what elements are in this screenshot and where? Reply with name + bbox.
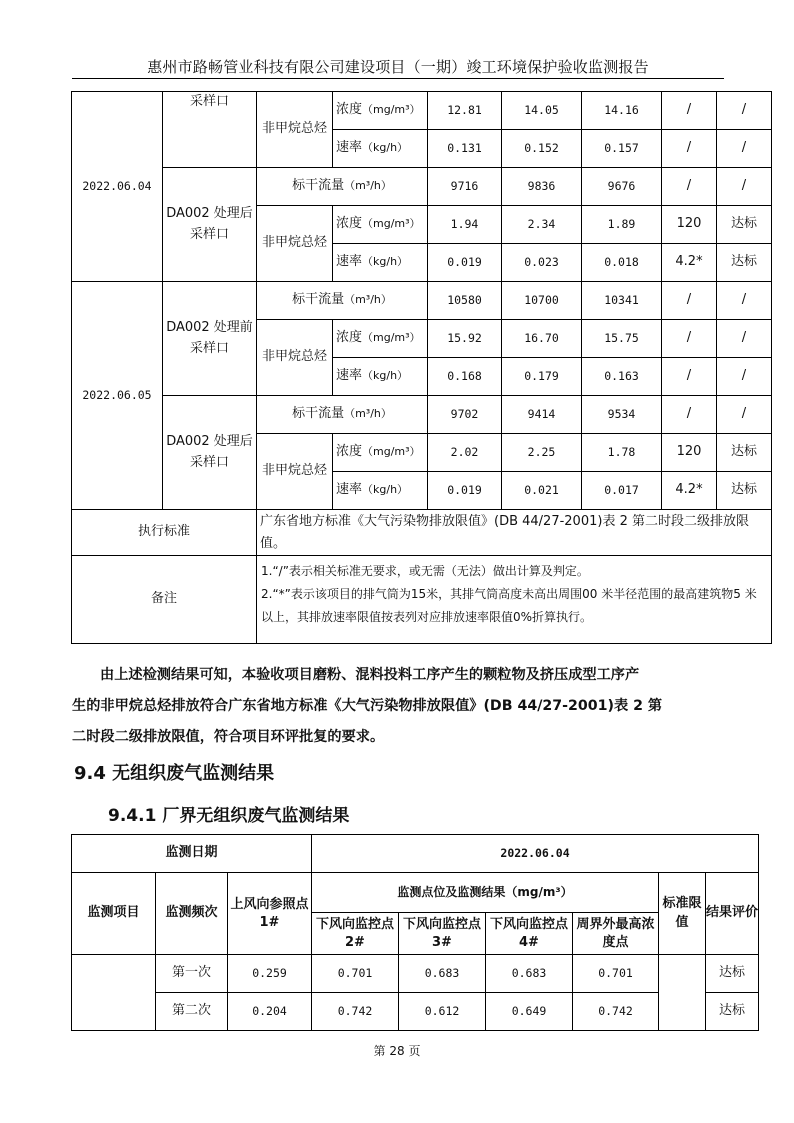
item-cell [72,955,156,1031]
freq-cell: 第二次 [156,993,228,1031]
col-eval: 结果评价 [706,873,759,955]
value-cell: 0.021 [502,472,582,510]
parameter-cell: 浓度（mg/m³） [333,434,428,472]
value-cell: 14.16 [582,92,662,130]
col-limit: 标准限值 [659,873,706,955]
table-row [72,556,772,644]
value-cell: 0.742 [312,993,399,1031]
value-cell: 1.89 [582,206,662,244]
date-cell: 2022.06.05 [72,282,163,510]
date-cell: 2022.06.04 [72,92,163,282]
limit-cell: 120 [662,206,717,244]
col-downwind-3: 下风向监控点 3# [399,913,486,955]
parameter-cell: 浓度（mg/m³） [333,206,428,244]
limit-cell: 120 [662,434,717,472]
limit-cell: / [662,320,717,358]
page-number: 第 28 页 [373,1044,421,1058]
value-cell: 0.701 [312,955,399,993]
value-cell: 9836 [502,168,582,206]
limit-cell: / [662,282,717,320]
col-group: 监测点位及监测结果（mg/m³） [312,873,659,913]
value-cell: 0.259 [228,955,312,993]
conclusion-line-3: 二时段二级排放限值，符合项目环评批复的要求。 [72,729,385,745]
emission-results-table [71,91,772,644]
value-cell: 0.163 [582,358,662,396]
value-cell: 0.017 [582,472,662,510]
col-downwind-2: 下风向监控点 2# [312,913,399,955]
parameter-cell: 标干流量（m³/h） [257,396,428,434]
parameter-cell: 速率（kg/h） [333,358,428,396]
result-cell: / [717,168,772,206]
table-row [72,510,772,556]
conclusion-line-2: 生的非甲烷总烃排放符合广东省地方标准《大气污染物排放限值》(DB 44/27-2001)表 2 第 [72,698,663,714]
limit-cell: 4.2* [662,472,717,510]
value-cell: 0.023 [502,244,582,282]
limit-cell: / [662,130,717,168]
parameter-cell: 浓度（mg/m³） [333,320,428,358]
value-cell: 0.018 [582,244,662,282]
value-cell: 0.683 [486,955,573,993]
value-cell: 0.204 [228,993,312,1031]
value-cell: 2.02 [428,434,502,472]
table-row [72,955,759,993]
value-cell: 10580 [428,282,502,320]
result-cell: / [717,396,772,434]
value-cell: 0.019 [428,244,502,282]
value-cell: 10341 [582,282,662,320]
value-cell: 9414 [502,396,582,434]
value-cell: 0.131 [428,130,502,168]
pollutant-cell: 非甲烷总烃 [257,206,333,282]
limit-cell: / [662,396,717,434]
result-cell: 达标 [717,472,772,510]
remarks-label: 备注 [72,556,257,644]
value-cell: 0.019 [428,472,502,510]
col-frequency: 监测频次 [156,873,228,955]
sampling-point-cell: 采样口 [163,92,257,168]
date-value: 2022.06.04 [312,835,759,873]
value-cell: 0.742 [573,993,659,1031]
section-heading-9-4: 9.4 无组织废气监测结果 [74,763,275,784]
value-cell: 14.05 [502,92,582,130]
value-cell: 0.157 [582,130,662,168]
value-cell: 0.152 [502,130,582,168]
sampling-point-cell: DA002 处理前采样口 [163,282,257,396]
result-cell: 达标 [717,434,772,472]
result-cell: 达标 [717,206,772,244]
limit-cell [659,955,706,1031]
table-row [72,835,759,873]
conclusion-paragraph [72,660,728,753]
value-cell: 0.701 [573,955,659,993]
result-cell: / [717,282,772,320]
value-cell: 9676 [582,168,662,206]
value-cell: 12.81 [428,92,502,130]
col-max-point: 周界外最高浓度点 [573,913,659,955]
value-cell: 10700 [502,282,582,320]
col-downwind-4: 下风向监控点 4# [486,913,573,955]
result-cell: / [717,320,772,358]
conclusion-line-1: 由上述检测结果可知，本验收项目磨粉、混料投料工序产生的颗粒物及挤压成型工序产 [100,667,640,683]
limit-cell: / [662,358,717,396]
header-rule [72,78,724,79]
sampling-point-cell: DA002 处理后采样口 [163,396,257,510]
value-cell: 1.94 [428,206,502,244]
value-cell: 0.612 [399,993,486,1031]
limit-cell: 4.2* [662,244,717,282]
table-row [72,92,772,130]
value-cell: 16.70 [502,320,582,358]
result-cell: / [717,358,772,396]
parameter-cell: 速率（kg/h） [333,130,428,168]
parameter-cell: 速率（kg/h） [333,244,428,282]
freq-cell: 第一次 [156,955,228,993]
pollutant-cell: 非甲烷总烃 [257,92,333,168]
fugitive-emission-table [71,834,759,1031]
value-cell: 0.179 [502,358,582,396]
pollutant-cell: 非甲烷总烃 [257,320,333,396]
result-cell: / [717,92,772,130]
parameter-cell: 标干流量（m³/h） [257,282,428,320]
limit-cell: / [662,92,717,130]
value-cell: 0.168 [428,358,502,396]
value-cell: 1.78 [582,434,662,472]
pollutant-cell: 非甲烷总烃 [257,434,333,510]
value-cell: 9702 [428,396,502,434]
table-row [72,168,772,206]
value-cell: 9534 [582,396,662,434]
section-heading-9-4-1: 9.4.1 厂界无组织废气监测结果 [108,806,350,826]
eval-cell: 达标 [706,955,759,993]
remarks-text [257,556,772,644]
value-cell: 0.683 [399,955,486,993]
parameter-cell: 速率（kg/h） [333,472,428,510]
eval-cell: 达标 [706,993,759,1031]
table-row [72,873,759,913]
value-cell: 2.34 [502,206,582,244]
parameter-cell: 标干流量（m³/h） [257,168,428,206]
value-cell: 15.75 [582,320,662,358]
date-label: 监测日期 [72,835,312,873]
value-cell: 9716 [428,168,502,206]
col-upwind: 上风向参照点 1# [228,873,312,955]
value-cell: 0.649 [486,993,573,1031]
standard-text: 广东省地方标准《大气污染物排放限值》(DB 44/27-2001)表 2 第二时段二级排放限值。 [257,510,772,556]
col-item: 监测项目 [72,873,156,955]
sampling-point-cell: DA002 处理后采样口 [163,168,257,282]
remark-note-1: 1.“/”表示相关标准无要求，或无需（无法）做出计算及判定。 [261,564,589,578]
value-cell: 15.92 [428,320,502,358]
result-cell: 达标 [717,244,772,282]
result-cell: / [717,130,772,168]
table-row [72,282,772,320]
table-row [72,396,772,434]
parameter-cell: 浓度（mg/m³） [333,92,428,130]
report-header-title: 惠州市路畅管业科技有限公司建设项目（一期）竣工环境保护验收监测报告 [147,58,649,76]
value-cell: 2.25 [502,434,582,472]
table-row [72,993,759,1031]
limit-cell: / [662,168,717,206]
standard-label: 执行标准 [72,510,257,556]
remark-note-2: 2.“*”表示该项目的排气筒为15米，其排气筒高度未高出周围00 米半径范围的最高建筑物5 米以上，其排放速率限值按表列对应排放速率限值0%折算执行。 [261,586,757,624]
